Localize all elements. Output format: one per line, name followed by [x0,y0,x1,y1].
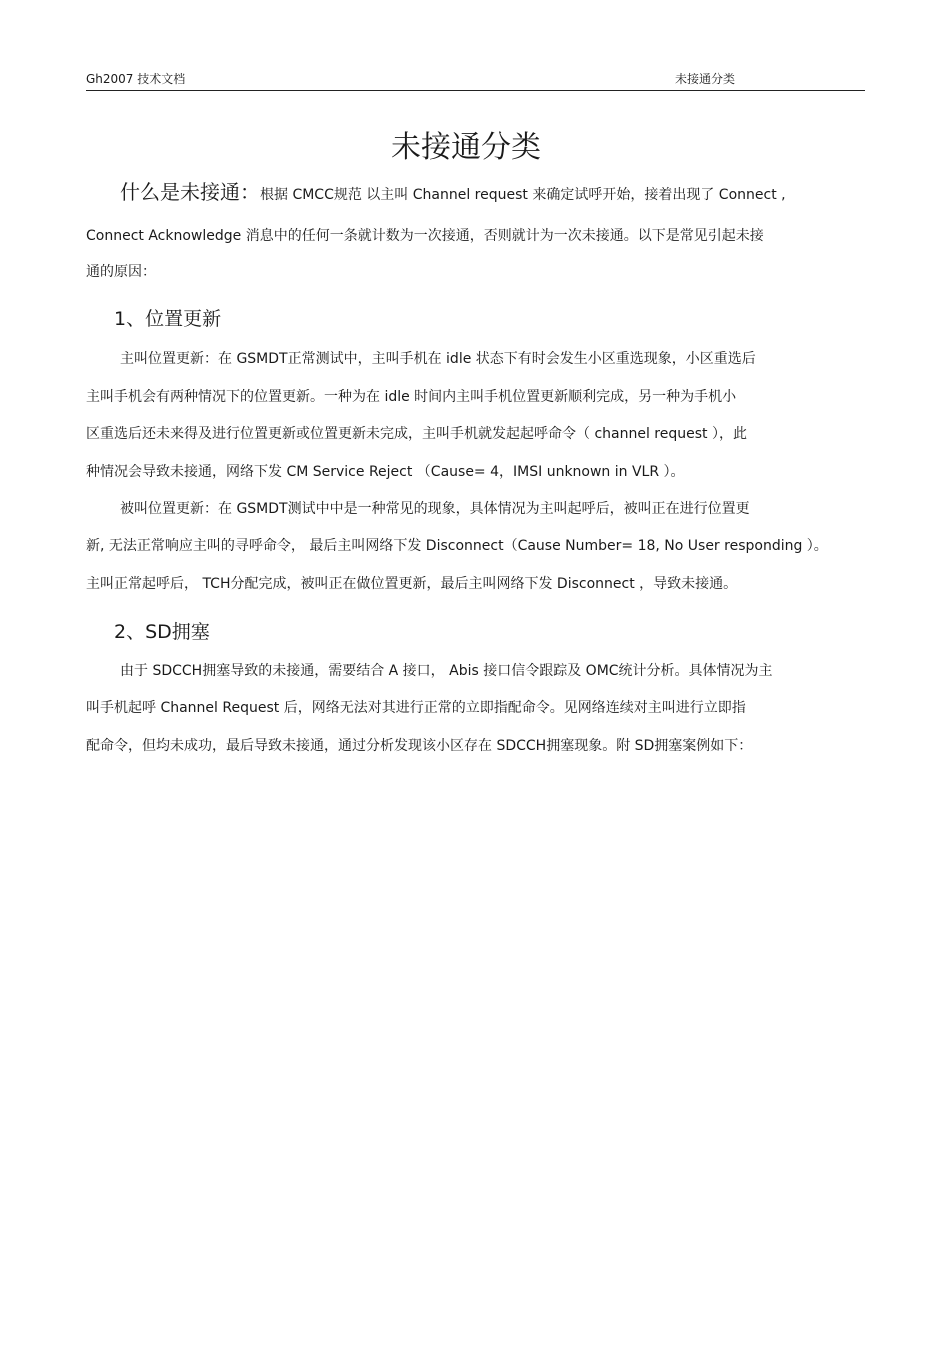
intro-line-2: Connect Acknowledge 消息中的任何一条就计数为一次接通，否则就计为一次未接通。以下是常见引起未接 [86,228,764,244]
intro-line-3: 通的原因： [86,264,156,280]
paragraph-line: 配命令，但均未成功，最后导致未接通，通过分析发现该小区存在 SDCCH拥塞现象。附 SD拥塞案例如下： [86,738,753,754]
paragraph-line: 主叫手机会有两种情况下的位置更新。一种为在 idle 时间内主叫手机位置更新顺利完成，另一种为手机小 [86,389,737,405]
paragraph-line: 新, 无法正常响应主叫的寻呼命令， 最后主叫网络下发 Disconnect（Cause Number= 18, No User responding ）。 [86,538,828,554]
header-left-text: Gh2007 技术文档 [86,72,186,86]
paragraph-line: 被叫位置更新：在 GSMDT测试中中是一种常见的现象，具体情况为主叫起呼后，被叫正在进行位置更 [120,501,750,517]
paragraph-line: 主叫正常起呼后， TCH分配完成，被叫正在做位置更新，最后主叫网络下发 Disconnect ，导致未接通。 [86,576,738,592]
paragraph-line: 区重选后还未来得及进行位置更新或位置更新未完成，主叫手机就发起起呼命令（ channel request ），此 [86,426,747,442]
page-header [86,70,865,91]
document-title: 未接通分类 [391,130,541,165]
paragraph-line: 叫手机起呼 Channel Request 后，网络无法对其进行正常的立即指配命令。见网络连续对主叫进行立即指 [86,700,746,716]
intro-line-1 [86,182,865,205]
paragraph-line: 由于 SDCCH拥塞导致的未接通，需要结合 A 接口， Abis 接口信令跟踪及 OMC统计分析。具体情况为主 [120,663,773,679]
header-right-text: 未接通分类 [675,72,736,86]
paragraph-line: 种情况会导致未接通，网络下发 CM Service Reject （Cause= 4，IMSI unknown in VLR ）。 [86,464,685,480]
paragraph-line: 主叫位置更新：在 GSMDT正常测试中，主叫手机在 idle 状态下有时会发生小区重选现象，小区重选后 [120,351,756,367]
intro-text-1: 根据 CMCC规范 以主叫 Channel request 来确定试呼开始，接着出现了 Connect , [260,187,786,203]
intro-lead: 什么是未接通： [120,180,260,204]
section-heading-location-update: 1、位置更新 [114,308,222,330]
section-heading-sd-congestion: 2、SD拥塞 [114,621,210,643]
